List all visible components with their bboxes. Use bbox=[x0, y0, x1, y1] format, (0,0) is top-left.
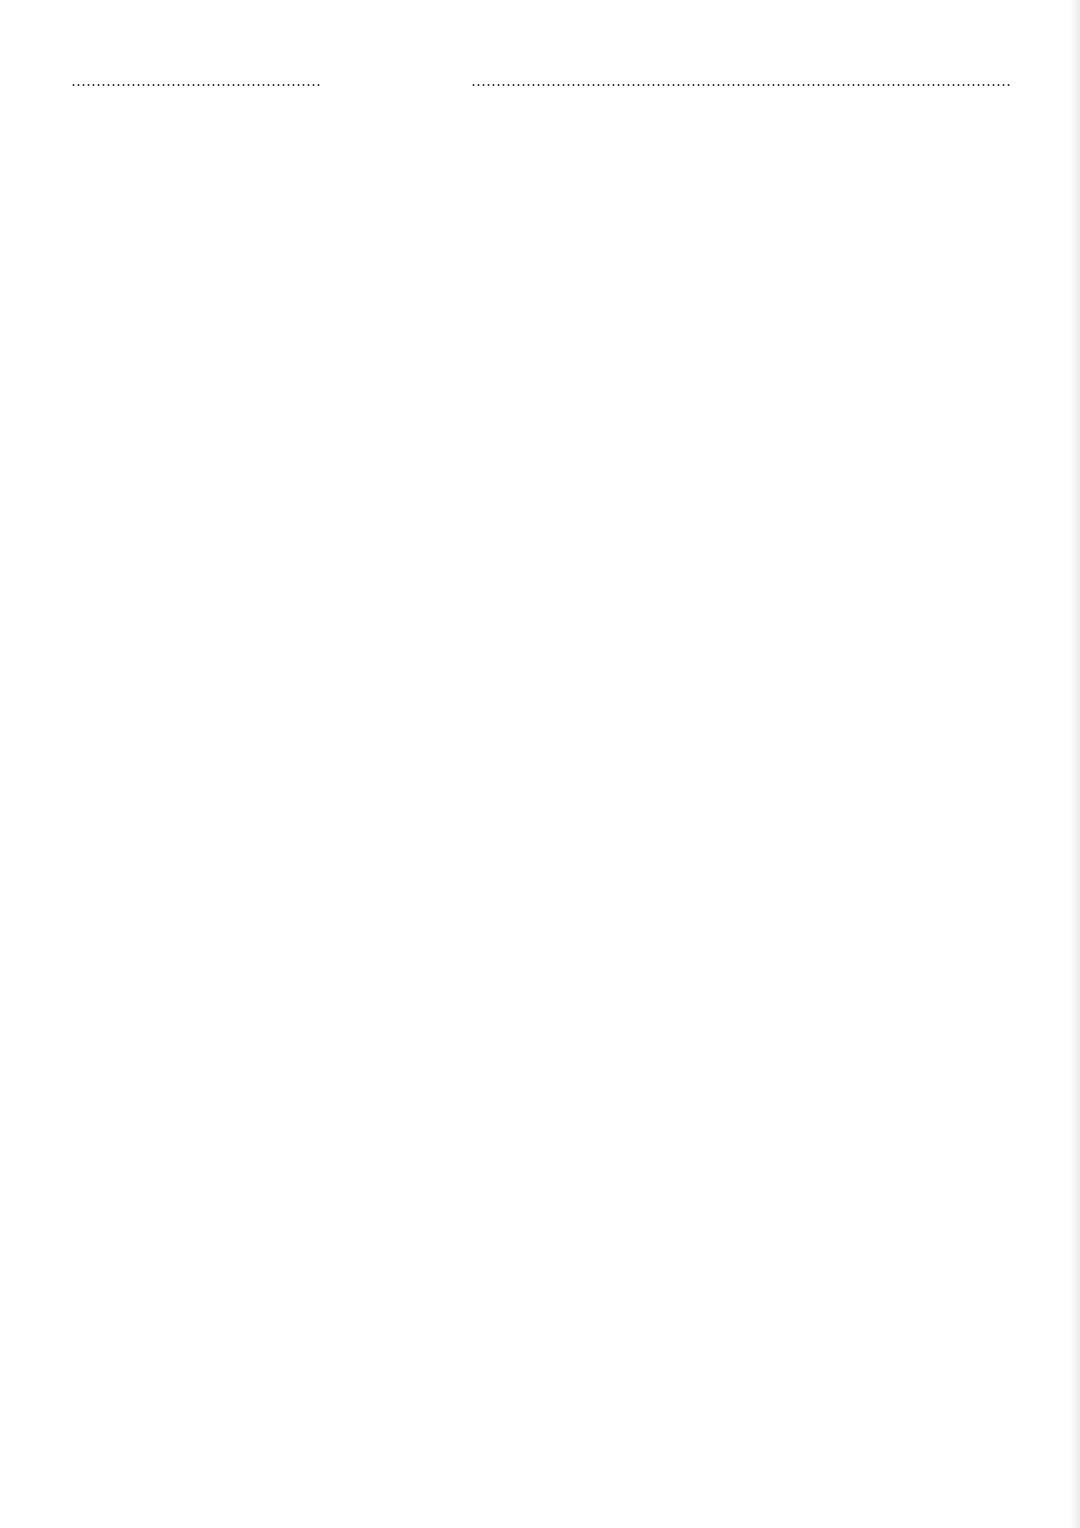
toc-entry[interactable] bbox=[68, 52, 1015, 90]
scan-edge-shadow bbox=[1070, 0, 1080, 1528]
dot-leader bbox=[71, 84, 320, 86]
dot-leader bbox=[471, 84, 1012, 86]
table-of-contents bbox=[68, 52, 1015, 90]
